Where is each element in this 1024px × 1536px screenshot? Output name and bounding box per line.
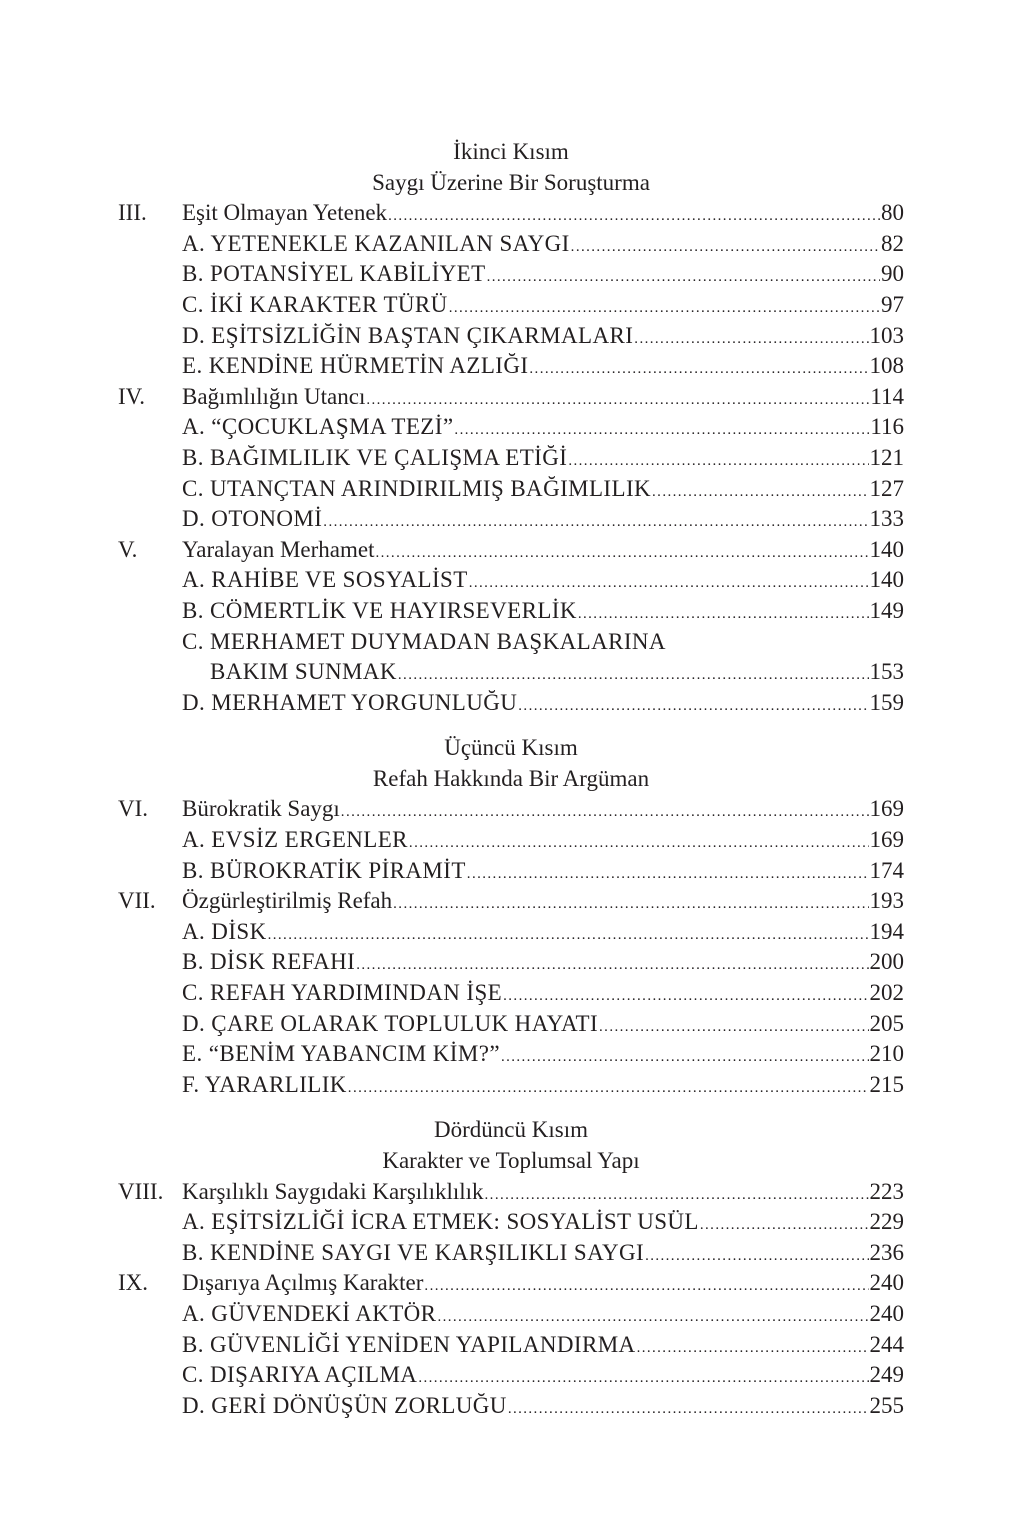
chapter-number: V. (118, 536, 138, 562)
section-title: C. UTANÇTAN ARINDIRILMIŞ BAĞIMLILIK (182, 475, 652, 501)
section-title: C. İKİ KARAKTER TÜRÜ (182, 291, 448, 317)
toc-section-entry[interactable] (118, 290, 904, 321)
toc-chapter-entry[interactable] (118, 535, 904, 566)
section-title: E. KENDİNE HÜRMETİN AZLIĞI (182, 353, 529, 379)
chapter-title: Bağımlılığın Utancı (182, 383, 366, 409)
page-number: 169 (869, 827, 904, 853)
page-number: 169 (869, 796, 904, 822)
toc-section-entry[interactable] (118, 1299, 904, 1330)
page-number: 194 (869, 918, 904, 944)
section-title: BAKIM SUNMAK (210, 659, 397, 685)
section-title: D. ÇARE OLARAK TOPLULUK HAYATI (182, 1010, 599, 1036)
toc-section-entry[interactable] (118, 596, 904, 627)
section-title: B. BÜROKRATİK PİRAMİT (182, 857, 466, 883)
page-number: 82 (881, 230, 904, 256)
dot-leader (501, 1042, 869, 1073)
dot-leader (568, 446, 868, 477)
dot-leader (375, 538, 868, 569)
dot-leader (508, 1394, 869, 1425)
toc-chapter-entry[interactable] (118, 198, 904, 229)
dot-leader (366, 385, 869, 416)
dot-leader (348, 1073, 869, 1104)
section-title: C. REFAH YARDIMINDAN İŞE (182, 980, 503, 1006)
toc-section-entry[interactable] (118, 978, 904, 1009)
page-number: 116 (870, 414, 904, 440)
toc-section-entry[interactable] (118, 688, 904, 719)
page-number: 236 (869, 1239, 904, 1265)
page-number: 97 (881, 291, 904, 317)
chapter-title: Yaralayan Merhamet (182, 536, 375, 562)
page-number: 114 (870, 383, 904, 409)
page-number: 80 (881, 200, 904, 226)
page-number: 108 (869, 353, 904, 379)
chapter-title: Karşılıklı Saygıdaki Karşılıklılık (182, 1178, 484, 1204)
section-title: A. YETENEKLE KAZANILAN SAYGI (182, 230, 570, 256)
page-number: 200 (869, 949, 904, 975)
dot-leader (529, 354, 868, 385)
section-title: A. DİSK (182, 918, 267, 944)
section-title: D. OTONOMİ (182, 506, 323, 532)
page-number: 240 (869, 1300, 904, 1326)
section-title: A. “ÇOCUKLAŞMA TEZİ” (182, 414, 454, 440)
dot-leader (571, 232, 880, 263)
toc-section-entry[interactable] (118, 259, 904, 290)
dot-leader (323, 507, 868, 538)
section-title: B. GÜVENLİĞİ YENİDEN YAPILANDIRMA (182, 1331, 636, 1357)
section-title: A. EVSİZ ERGENLER (182, 827, 408, 853)
page-number: 133 (869, 506, 904, 532)
chapter-number: IV. (118, 383, 146, 409)
section-title: A. RAHİBE VE SOSYALİST (182, 567, 468, 593)
page-number: 255 (869, 1392, 904, 1418)
dot-leader (437, 1302, 868, 1333)
chapter-number: III. (118, 200, 147, 226)
toc-section-entry[interactable] (118, 321, 904, 352)
toc-section-entry[interactable] (118, 1039, 904, 1070)
toc-chapter-entry[interactable] (118, 794, 904, 825)
toc-section-entry[interactable] (118, 917, 904, 948)
section-title: B. BAĞIMLILIK VE ÇALIŞMA ETİĞİ (182, 444, 568, 470)
dot-leader (341, 797, 869, 828)
dot-leader (652, 477, 868, 508)
dot-leader (398, 660, 869, 691)
page-number: 159 (869, 689, 904, 715)
dot-leader (599, 1012, 868, 1043)
part-title: Üçüncü Kısım (444, 735, 578, 761)
dot-leader (637, 1333, 869, 1364)
toc-section-entry[interactable] (118, 565, 904, 596)
toc-section-entry[interactable] (118, 947, 904, 978)
dot-leader (485, 1180, 869, 1211)
page-number: 127 (869, 475, 904, 501)
section-title: D. MERHAMET YORGUNLUĞU (182, 689, 518, 715)
page-number: 202 (869, 980, 904, 1006)
dot-leader (409, 828, 869, 859)
toc-section-entry[interactable] (118, 229, 904, 260)
part-title: Dördüncü Kısım (434, 1117, 588, 1143)
page-number: 244 (869, 1331, 904, 1357)
page-number: 149 (869, 597, 904, 623)
toc-section-entry[interactable] (118, 412, 904, 443)
toc-chapter-entry[interactable] (118, 1268, 904, 1299)
chapter-title: Eşit Olmayan Yetenek (182, 200, 388, 226)
dot-leader (424, 1271, 868, 1302)
toc-section-entry[interactable] (118, 1360, 904, 1391)
section-title: A. GÜVENDEKİ AKTÖR (182, 1300, 437, 1326)
dot-leader (418, 1363, 868, 1394)
section-title: B. KENDİNE SAYGI VE KARŞILIKLI SAYGI (182, 1239, 645, 1265)
toc-section-entry[interactable] (118, 825, 904, 856)
dot-leader (645, 1241, 868, 1272)
toc-chapter-entry[interactable] (118, 886, 904, 917)
dot-leader (469, 568, 869, 599)
page-number: 174 (869, 857, 904, 883)
dot-leader (634, 324, 868, 355)
toc-section-entry[interactable] (118, 1391, 904, 1422)
page-number: 193 (869, 888, 904, 914)
toc-section-entry[interactable] (118, 351, 904, 382)
toc-section-entry[interactable] (118, 1207, 904, 1238)
dot-leader (356, 950, 868, 981)
dot-leader (700, 1210, 869, 1241)
section-title: C. DIŞARIYA AÇILMA (182, 1362, 418, 1388)
toc-section-entry[interactable] (118, 474, 904, 505)
part-title: İkinci Kısım (453, 139, 569, 164)
page-number: 140 (869, 567, 904, 593)
page-number: 240 (869, 1270, 904, 1296)
chapter-number: VI. (118, 796, 149, 822)
part-subtitle: Karakter ve Toplumsal Yapı (382, 1148, 640, 1173)
dot-leader (388, 201, 880, 232)
page-number: 215 (869, 1071, 904, 1097)
section-title: D. GERİ DÖNÜŞÜN ZORLUĞU (182, 1392, 507, 1418)
page-number: 205 (869, 1010, 904, 1036)
toc-section-entry[interactable] (118, 627, 904, 658)
dot-leader (393, 889, 868, 920)
toc-section-entry[interactable] (118, 1330, 904, 1361)
section-title: F. YARARLILIK (182, 1071, 347, 1097)
page-number: 140 (869, 536, 904, 562)
page-number: 153 (869, 659, 904, 685)
section-title: B. POTANSİYEL KABİLİYET (182, 261, 486, 287)
section-title: C. MERHAMET DUYMADAN BAŞKALARINA (182, 628, 666, 654)
section-title: B. CÖMERTLİK VE HAYIRSEVERLİK (182, 597, 577, 623)
page-number: 210 (869, 1041, 904, 1067)
chapter-number: VII. (118, 888, 156, 914)
dot-leader (503, 981, 868, 1012)
page-number: 229 (869, 1209, 904, 1235)
dot-leader (268, 920, 869, 951)
page-number: 103 (869, 322, 904, 348)
toc-section-entry[interactable] (118, 1070, 904, 1101)
section-title: E. “BENİM YABANCIM KİM?” (182, 1041, 500, 1067)
page-number: 90 (881, 261, 904, 287)
dot-leader (518, 691, 868, 722)
toc-section-entry[interactable] (118, 657, 904, 688)
chapter-number: VIII. (118, 1178, 164, 1204)
toc-section-entry[interactable] (118, 443, 904, 474)
part-subtitle: Refah Hakkında Bir Argüman (372, 765, 650, 791)
section-title: A. EŞİTSİZLİĞİ İCRA ETMEK: SOSYALİST USÜL (182, 1209, 699, 1235)
chapter-title: Dışarıya Açılmış Karakter (182, 1270, 424, 1296)
dot-leader (487, 262, 880, 293)
chapter-number: IX. (118, 1270, 149, 1296)
toc-section-entry[interactable] (118, 1238, 904, 1269)
toc-chapter-entry[interactable] (118, 1177, 904, 1208)
chapter-title: Özgürleştirilmiş Refah (182, 888, 393, 914)
section-title: D. EŞİTSİZLİĞİN BAŞTAN ÇIKARMALARI (182, 322, 634, 348)
toc-chapter-entry[interactable] (118, 382, 904, 413)
toc-section-entry[interactable] (118, 504, 904, 535)
chapter-title: Bürokratik Saygı (182, 796, 340, 822)
page-number: 249 (869, 1362, 904, 1388)
dot-leader (449, 293, 880, 324)
page-number: 121 (869, 444, 904, 470)
dot-leader (454, 415, 869, 446)
dot-leader (578, 599, 869, 630)
page-number: 223 (869, 1178, 904, 1204)
toc-section-entry[interactable] (118, 856, 904, 887)
toc-section-entry[interactable] (118, 1009, 904, 1040)
dot-leader (467, 859, 869, 890)
section-title: B. DİSK REFAHI (182, 949, 356, 975)
part-subtitle: Saygı Üzerine Bir Soruşturma (372, 169, 650, 195)
table-of-contents (118, 137, 904, 1421)
